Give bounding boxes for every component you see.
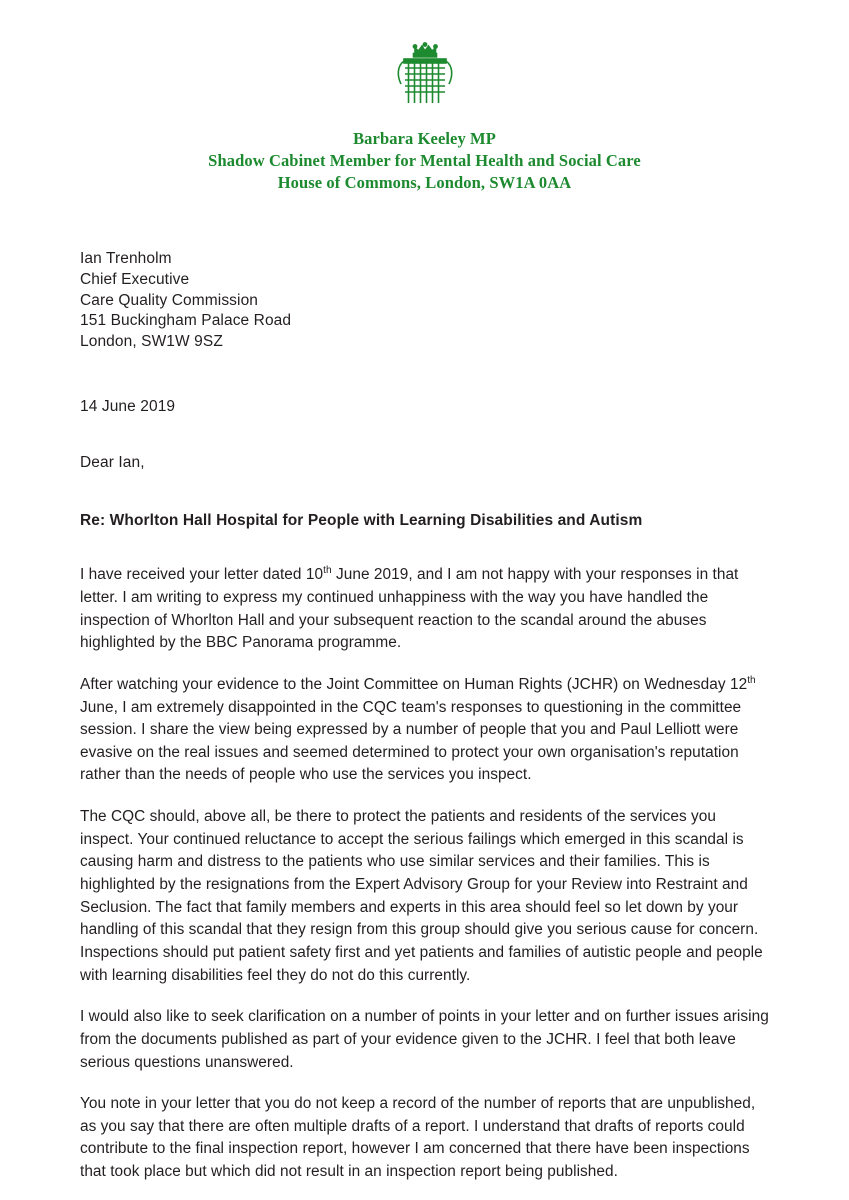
recipient-name: Ian Trenholm xyxy=(80,250,172,268)
paragraph-1-ordinal: th xyxy=(323,565,332,577)
letter-body xyxy=(80,564,769,1183)
recipient-city: London, SW1W 9SZ xyxy=(80,332,223,350)
letterhead-role: Shadow Cabinet Member for Mental Health and Social Care xyxy=(208,150,641,170)
letterhead xyxy=(80,128,769,193)
letter-date: 14 June 2019 xyxy=(80,398,176,416)
paragraph-1-part-b: June 2019, and I am not happy with your responses in that letter. I am writing to express my continued unhappiness with the way you have handled the inspection of Whorlton Hall and your subsequent reaction to the scandal around the abuses highlighted by the BBC Panorama programme. xyxy=(80,566,739,652)
letter-salutation: Dear Ian, xyxy=(80,454,145,472)
recipient-organisation: Care Quality Commission xyxy=(80,291,259,309)
paragraph-2-part-b: June, I am extremely disappointed in the CQC team's responses to questioning in the committee session. I share the view being expressed by a number of people that you and Paul Lelliott were evasive on the real issues and seemed determined to protect your own organisation's reputation rather than the needs of people who use the services you inspect. xyxy=(80,698,742,784)
letterhead-name: Barbara Keeley MP xyxy=(353,129,496,148)
paragraph-2 xyxy=(80,674,769,787)
paragraph-2-ordinal: th xyxy=(747,674,756,686)
recipient-address xyxy=(80,249,769,352)
paragraph-4: I would also like to seek clarification on a number of points in your letter and on further issues arising from the documents published as part of your evidence given to the JCHR. I feel that both leave serious questions unanswered. xyxy=(80,1008,769,1071)
paragraph-1-part-a: I have received your letter dated 10 xyxy=(80,566,324,584)
letterhead-address: House of Commons, London, SW1A 0AA xyxy=(277,172,572,192)
paragraph-5: You note in your letter that you do not keep a record of the number of reports that are unpublished, as you say that there are often multiple drafts of a report. I understand that drafts of reports could contribute to the final inspection report, however I am concerned that there have been inspections that took place but which did not result in an inspection report being published. xyxy=(80,1095,756,1181)
letter-subject: Re: Whorlton Hall Hospital for People with Learning Disabilities and Autism xyxy=(80,512,643,530)
paragraph-3: The CQC should, above all, be there to protect the patients and residents of the services you inspect. Your continued reluctance to accept the serious failings which emerged in this scandal is causing harm and distress to the patients who use similar services and their families. This is highlighted by the resignations from the Expert Advisory Group for your Review into Restraint and Seclusion. The fact that family members and experts in this area should feel so let down by your handling of this scandal that they resign from this group should give you serious cause for concern. Inspections should put patient safety first and yet patients and families of autistic people and people with learning disabilities feel they do not do this currently. xyxy=(80,808,763,984)
recipient-street: 151 Buckingham Palace Road xyxy=(80,312,292,330)
crest-container xyxy=(80,0,769,112)
paragraph-1 xyxy=(80,564,769,655)
paragraph-2-part-a: After watching your evidence to the Joint Committee on Human Rights (JCHR) on Wednesday 12 xyxy=(80,675,748,693)
portcullis-crest-icon xyxy=(387,40,463,112)
recipient-title: Chief Executive xyxy=(80,270,190,288)
